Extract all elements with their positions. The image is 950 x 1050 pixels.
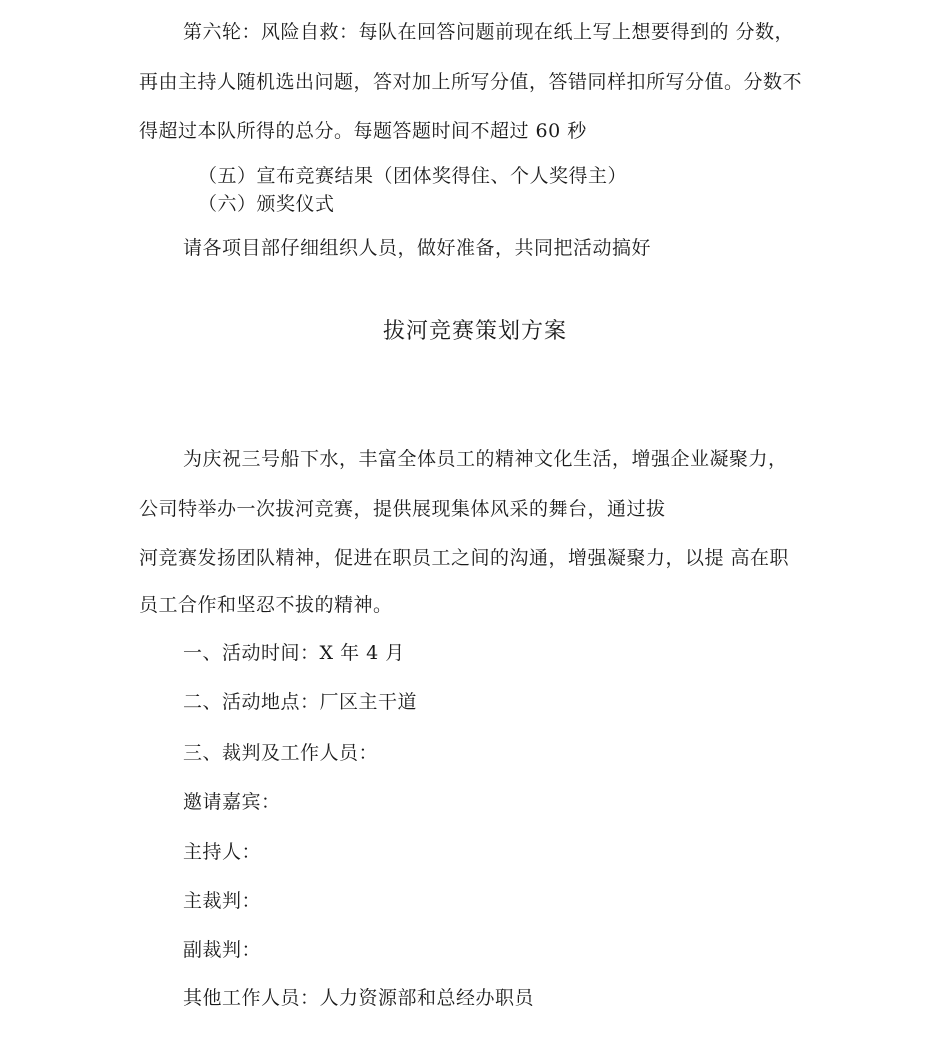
list-item-announce-results: （五）宣布竞赛结果（团体奖得住、个人奖得主） <box>198 165 628 187</box>
intro-line2: 公司特举办一次拔河竞赛，提供展现集体风采的舞台，通过拔 <box>139 498 666 520</box>
intro-line1: 为庆祝三号船下水，丰富全体员工的精神文化生活，增强企业凝聚力， <box>183 448 788 470</box>
section-activity-place: 二、活动地点：厂区主干道 <box>183 691 418 713</box>
list-item-award-ceremony: （六）颁奖仪式 <box>198 193 335 215</box>
staff-others: 其他工作人员：人力资源部和总经办职员 <box>183 987 535 1009</box>
intro-line4: 员工合作和坚忍不拔的精神。 <box>139 594 393 616</box>
section-staff: 三、裁判及工作人员： <box>183 742 379 764</box>
intro-line3: 河竞赛发扬团队精神，促进在职员工之间的沟通，增强凝聚力，以提 高在职 <box>139 547 790 569</box>
paragraph-round6-line2: 再由主持人随机选出问题，答对加上所写分值，答错同样扣所写分值。分数不 <box>139 71 803 93</box>
paragraph-round6-line1: 第六轮：风险自救：每队在回答问题前现在纸上写上想要得到的 分数， <box>183 21 795 43</box>
closing-note: 请各项目部仔细组织人员，做好准备，共同把活动搞好 <box>183 237 652 259</box>
staff-invited-guest: 邀请嘉宾： <box>183 791 281 813</box>
staff-chief-judge: 主裁判： <box>183 890 262 912</box>
staff-host: 主持人： <box>183 841 262 863</box>
section-activity-time: 一、活动时间：X 年 4 月 <box>183 642 405 664</box>
document-title: 拔河竞赛策划方案 <box>382 319 567 344</box>
paragraph-round6-line3: 得超过本队所得的总分。每题答题时间不超过 60 秒 <box>139 120 587 142</box>
staff-deputy-judge: 副裁判： <box>183 939 262 961</box>
